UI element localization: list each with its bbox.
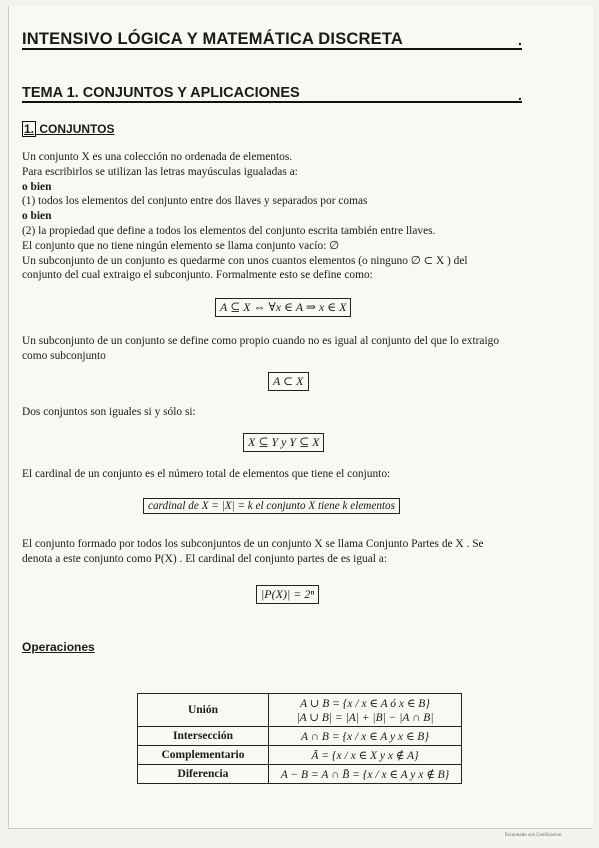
tema-underline: [22, 101, 522, 103]
tema-dot: .: [518, 87, 522, 103]
table-row: [138, 694, 462, 727]
text-line: Para escribirlos se utilizan las letras mayúsculas igualadas a:: [22, 165, 298, 178]
text-line: (2) la propiedad que define a todos los elementos del conjunto escrita también entre llaves.: [22, 224, 436, 237]
table-row: [138, 746, 462, 765]
operation-name: Complementario: [138, 746, 269, 765]
table-row: [138, 727, 462, 746]
operation-formula: [269, 694, 462, 727]
text-line: como subconjunto: [22, 349, 106, 362]
operation-name: Diferencia: [138, 765, 269, 784]
operation-formula: A ∩ B = {x / x ∈ A y x ∈ B}: [269, 727, 462, 746]
formula-line: |A ∪ B| = |A| + |B| − |A ∩ B|: [296, 712, 434, 724]
title-underline: [22, 48, 522, 50]
operations-table: [137, 693, 462, 784]
paragraph-proper-subset: [22, 334, 499, 364]
table-row: [138, 765, 462, 784]
formula-parts-box: |P(X)| = 2ⁿ: [256, 585, 319, 604]
text-line: conjunto del cual extraigo el subconjunto. Formalmente esto se define como:: [22, 269, 373, 282]
operation-formula: A − B = A ∩ B̄ = {x / x ∈ A y x ∉ B}: [269, 765, 462, 784]
section-conjuntos-heading: [22, 122, 114, 136]
formula-cardinal-box: cardinal de X = |X| = k el conjunto X tiene k elementos: [143, 498, 400, 514]
formula-proper-box: A ⊂ X: [268, 372, 309, 391]
operation-formula: Ā = {x / x ∈ X y x ∉ A}: [269, 746, 462, 765]
text-line: Un subconjunto de un conjunto es quedarme con unos cuantos elementos (o ninguno ∅ ⊂ X ) del: [22, 254, 468, 267]
text-line: El conjunto formado por todos los subconjuntos de un conjunto X se llama Conjunto Partes de X . Se: [22, 538, 484, 550]
text-line: Un subconjunto de un conjunto se define como propio cuando no es igual al conjunto del que lo extraigo: [22, 335, 500, 347]
formula-equal-box: X ⊆ Y y Y ⊆ X: [243, 433, 324, 452]
formula-line: A ∪ B = {x / x ∈ A ó x ∈ B}: [300, 698, 430, 710]
paragraph-definitions: [22, 150, 468, 283]
scanner-watermark: Escaneado con CamScanner: [505, 832, 562, 837]
paragraph-equal-sets: Dos conjuntos son iguales si y sólo si:: [22, 406, 196, 418]
text-line: Un conjunto X es una colección no ordenada de elementos.: [22, 151, 293, 163]
text-line: o bien: [22, 210, 52, 223]
tema-heading: TEMA 1. CONJUNTOS Y APLICACIONES: [22, 85, 300, 101]
title-dot: .: [518, 32, 522, 48]
section-number: 1.: [24, 122, 35, 136]
text-line: (1) todos los elementos del conjunto entre dos llaves y separados por comas: [22, 195, 368, 208]
section-label: CONJUNTOS: [39, 122, 115, 136]
text-line: o bien: [22, 180, 52, 193]
paragraph-cardinal: El cardinal de un conjunto es el número total de elementos que tiene el conjunto:: [22, 468, 391, 480]
text-line: El conjunto que no tiene ningún elemento se llama conjunto vacío: ∅: [22, 239, 340, 252]
paragraph-parts: [22, 537, 484, 567]
formula-subset-box: A ⊆ X ⇔ ∀x ∈ A ⇒ x ∈ X: [215, 298, 351, 317]
operation-name: Unión: [138, 694, 269, 727]
operation-name: Intersección: [138, 727, 269, 746]
operaciones-heading: Operaciones: [22, 640, 95, 654]
document-title: INTENSIVO LÓGICA Y MATEMÁTICA DISCRETA: [22, 30, 404, 48]
text-line: denota a este conjunto como P(X) . El cardinal del conjunto partes de es igual a:: [22, 552, 388, 565]
